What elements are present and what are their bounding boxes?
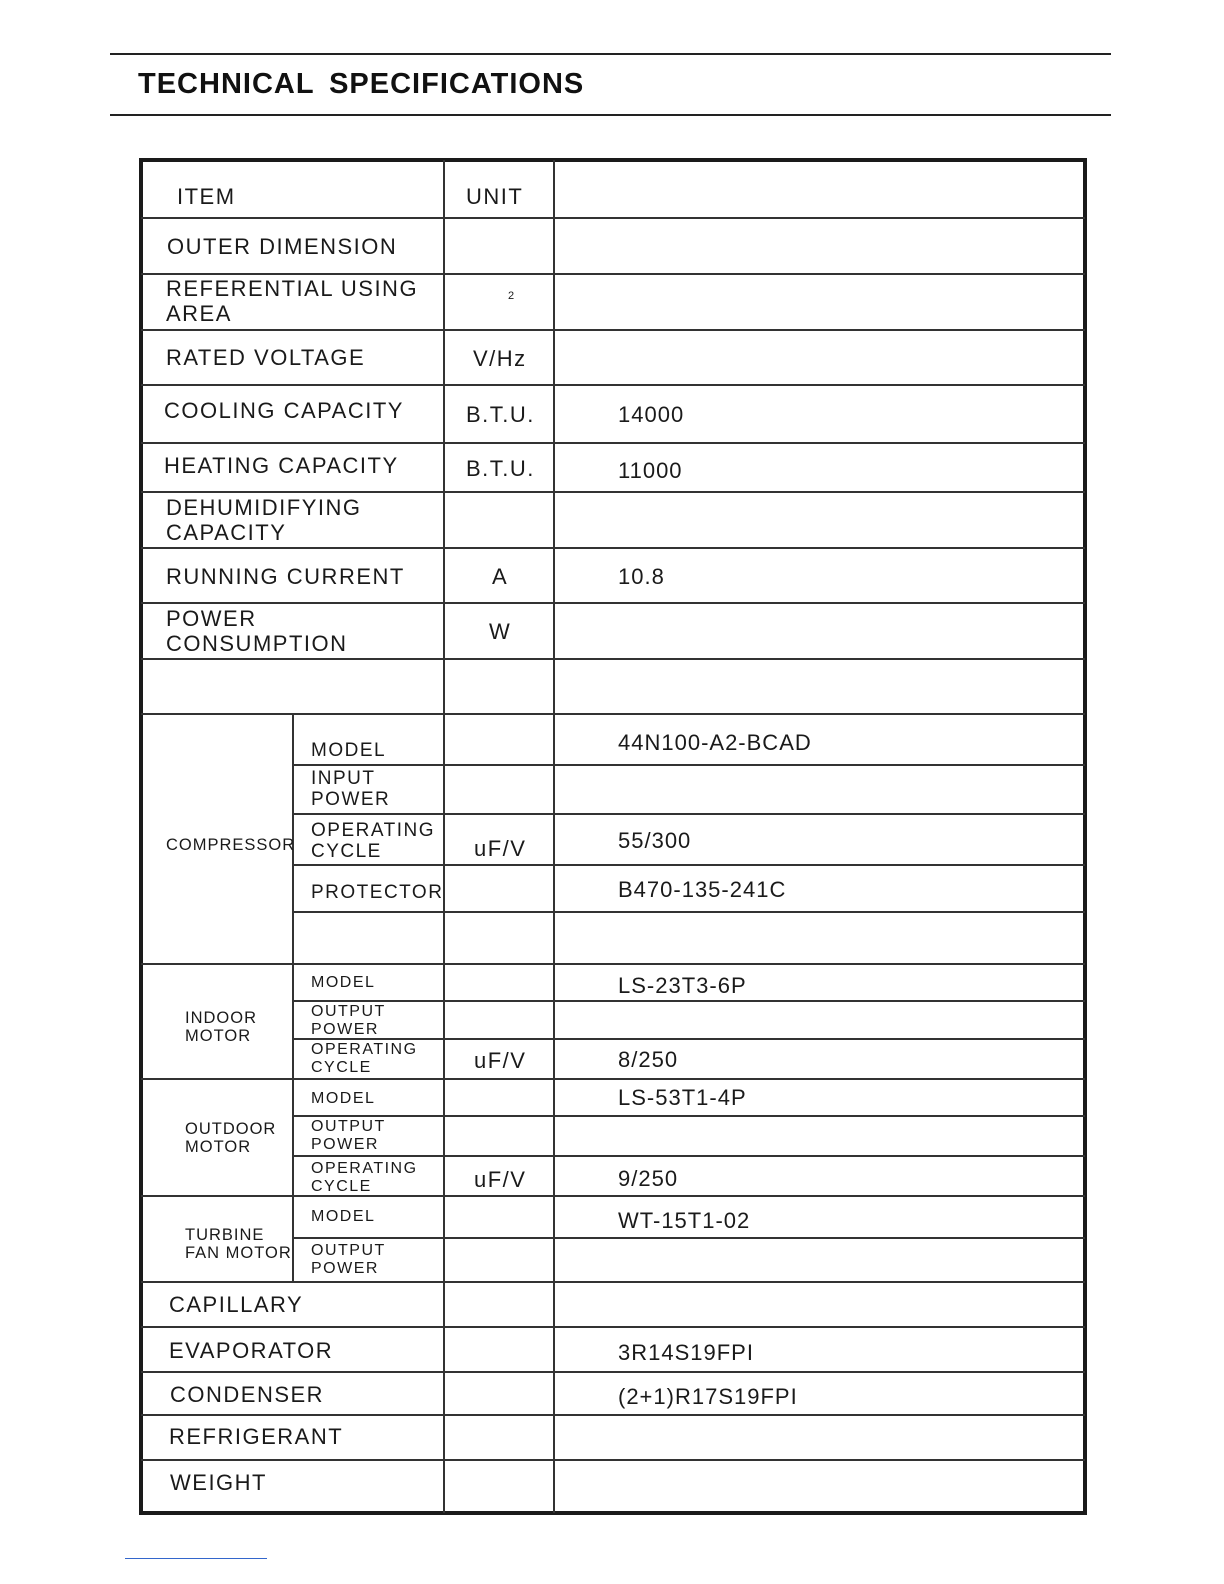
row-divider [141,329,1085,331]
cooling-capacity-value: 14000 [618,402,685,427]
row-divider [141,547,1085,549]
indoor-motor-model-label: MODEL [311,974,376,991]
row-divider [141,442,1085,444]
outdoor-motor-model-value: LS-53T1-4P [618,1085,747,1110]
row-divider [141,713,1085,715]
referential-area-unit: 2 [508,290,515,302]
subrow-divider [293,864,1085,866]
turbine-fan-motor-model-value: WT-15T1-02 [618,1208,751,1233]
row-divider [141,658,1085,660]
outdoor-motor-operating-cycle-unit: uF/V [474,1167,527,1192]
compressor-operating-cycle-value: 55/300 [618,828,692,853]
row-divider [141,384,1085,386]
outdoor-motor-output-power-label: OUTPUT POWER [311,1118,386,1153]
power-consumption-unit: W [489,619,512,644]
compressor-operating-cycle-label: OPERATING CYCLE [311,820,435,863]
heating-capacity-unit: B.T.U. [466,456,535,481]
indoor-motor-model-value: LS-23T3-6P [618,973,747,998]
turbine-fan-motor-label: TURBINE FAN MOTOR [185,1226,292,1263]
row-divider [141,602,1085,604]
compressor-model-label: MODEL [311,740,387,761]
row-divider [141,1414,1085,1416]
cooling-capacity-unit: B.T.U. [466,402,535,427]
subrow-divider [293,1000,1085,1002]
heating-capacity-label: HEATING CAPACITY [164,453,399,478]
subrow-divider [293,1115,1085,1117]
referential-area-label: REFERENTIAL USING AREA [166,276,419,326]
subrow-divider [293,764,1085,766]
compressor-protector-label: PROTECTOR [311,882,444,903]
running-current-unit: A [492,564,509,589]
row-divider [141,217,1085,219]
subitem-column-divider [292,714,294,1282]
dehumidifying-label: DEHUMIDIFYING CAPACITY [166,495,362,545]
condenser-label: CONDENSER [170,1382,325,1407]
evaporator-label: EVAPORATOR [169,1338,334,1363]
turbine-fan-motor-output-power-label: OUTPUT POWER [311,1242,386,1277]
row-divider [141,1326,1085,1328]
condenser-value: (2+1)R17S19FPI [618,1384,798,1409]
compressor-protector-value: B470-135-241C [618,877,787,902]
compressor-label: COMPRESSOR [166,836,296,854]
power-consumption-label: POWER CONSUMPTION [166,606,348,656]
refrigerant-label: REFRIGERANT [169,1424,344,1449]
subrow-divider [293,911,1085,913]
capillary-label: CAPILLARY [169,1292,304,1317]
row-divider [141,1281,1085,1283]
rated-voltage-label: RATED VOLTAGE [166,345,366,370]
rated-voltage-unit: V/Hz [473,346,527,371]
row-divider [141,1195,1085,1197]
indoor-motor-operating-cycle-unit: uF/V [474,1048,527,1073]
row-divider [141,1078,1085,1080]
row-divider [141,273,1085,275]
title-underline [110,114,1111,116]
value-column-divider [553,160,555,1513]
compressor-input-power-label: INPUT POWER [311,768,391,811]
indoor-motor-operating-cycle-value: 8/250 [618,1047,679,1072]
outdoor-motor-model-label: MODEL [311,1090,376,1107]
compressor-model-value: 44N100-A2-BCAD [618,730,812,755]
header-item: ITEM [177,184,236,209]
weight-label: WEIGHT [170,1470,267,1495]
subrow-divider [293,1038,1085,1040]
outdoor-motor-label: OUTDOOR MOTOR [185,1120,277,1157]
subrow-divider [293,1237,1085,1239]
top-rule [110,53,1111,55]
subrow-divider [293,813,1085,815]
running-current-value: 10.8 [618,564,665,589]
indoor-motor-label: INDOOR MOTOR [185,1009,257,1046]
outer-dimension-label: OUTER DIMENSION [167,234,398,259]
row-divider [141,1459,1085,1461]
header-unit: UNIT [466,184,524,209]
outdoor-motor-operating-cycle-value: 9/250 [618,1166,679,1191]
subrow-divider [293,1155,1085,1157]
indoor-motor-output-power-label: OUTPUT POWER [311,1003,386,1038]
compressor-operating-cycle-unit: uF/V [474,836,527,861]
page-title: TECHNICAL SPECIFICATIONS [138,68,585,100]
row-divider [141,1371,1085,1373]
outdoor-motor-operating-cycle-label: OPERATING CYCLE [311,1160,418,1195]
heating-capacity-value: 11000 [618,458,683,483]
running-current-label: RUNNING CURRENT [166,564,405,589]
unit-column-divider [443,160,445,1513]
row-divider [141,963,1085,965]
turbine-fan-motor-model-label: MODEL [311,1208,376,1225]
indoor-motor-operating-cycle-label: OPERATING CYCLE [311,1041,418,1076]
row-divider [141,491,1085,493]
footer-link-underline [125,1558,267,1559]
cooling-capacity-label: COOLING CAPACITY [164,398,404,423]
evaporator-value: 3R14S19FPI [618,1340,754,1365]
